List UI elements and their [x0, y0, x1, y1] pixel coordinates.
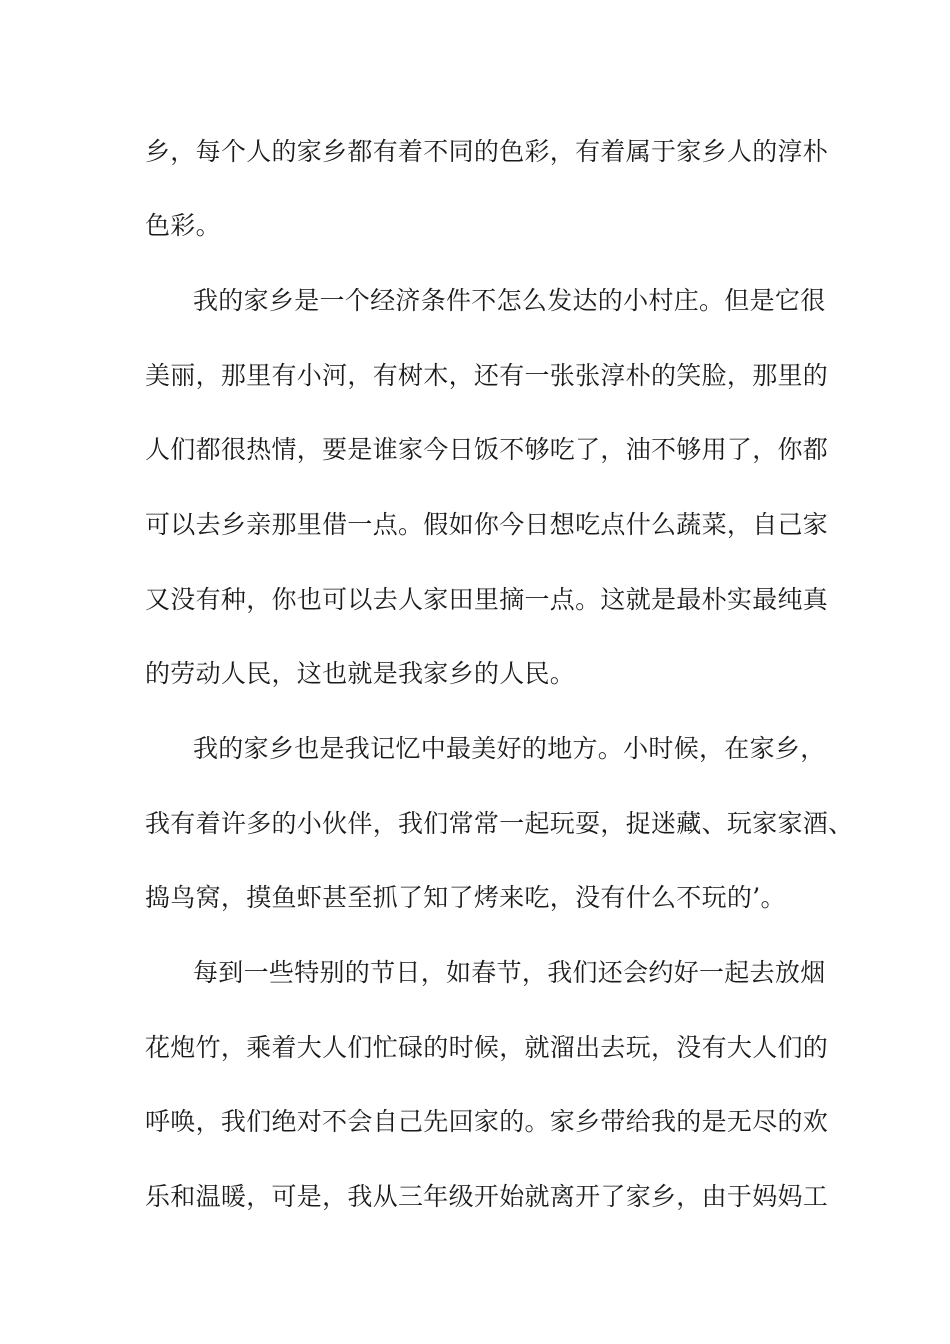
- text-line: 人们都很热情，要是谁家今日饭不够吃了，油不够用了，你都: [145, 435, 829, 464]
- text-line: 美丽，那里有小河，有树木，还有一张张淳朴的笑脸，那里的: [145, 361, 829, 390]
- text-line: 色彩。: [145, 211, 221, 240]
- text-line: 又没有种，你也可以去人家田里摘一点。这就是最朴实最纯真: [145, 585, 829, 614]
- paragraph-start-line: 每到一些特别的节日，如春节，我们还会约好一起去放烟: [193, 958, 826, 987]
- text-line: 我有着许多的小伙伴，我们常常一起玩耍，捉迷藏、玩家家酒、: [145, 809, 854, 838]
- text-line: 呼唤，我们绝对不会自己先回家的。家乡带给我的是无尽的欢: [145, 1107, 829, 1136]
- paragraph-start-line: 我的家乡是一个经济条件不怎么发达的小村庄。但是它很: [193, 286, 826, 315]
- text-line: 的劳动人民，这也就是我家乡的人民。: [145, 659, 576, 688]
- text-line: 乡，每个人的家乡都有着不同的色彩，有着属于家乡人的淳朴: [145, 137, 829, 166]
- text-line: 乐和温暖，可是，我从三年级开始就离开了家乡，由于妈妈工: [145, 1182, 829, 1211]
- text-line: 可以去乡亲那里借一点。假如你今日想吃点什么蔬菜，自己家: [145, 510, 829, 539]
- paragraph-start-line: 我的家乡也是我记忆中最美好的地方。小时候，在家乡，: [193, 734, 826, 763]
- text-line: 花炮竹，乘着大人们忙碌的时候，就溜出去玩，没有大人们的: [145, 1033, 829, 1062]
- text-line: 捣鸟窝，摸鱼虾甚至抓了知了烤来吃，没有什么不玩的’。: [145, 883, 786, 912]
